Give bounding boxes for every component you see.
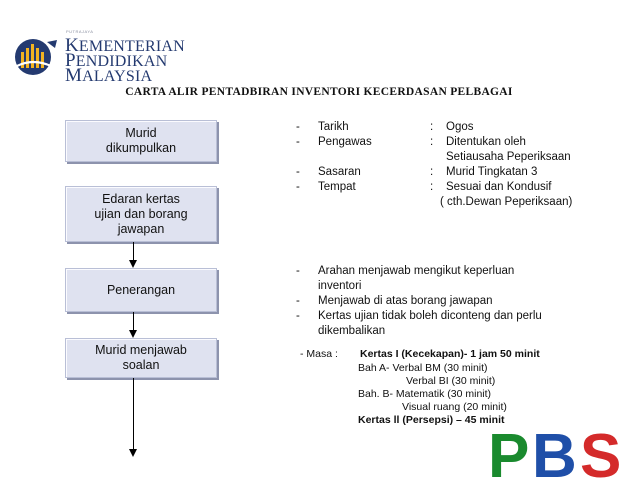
detail-text: dikembalikan — [318, 325, 386, 337]
bullet-dash: - — [296, 265, 300, 277]
flow-connector — [133, 242, 134, 262]
detail-label: Tempat — [318, 181, 356, 193]
detail-text: inventori — [318, 280, 362, 292]
flow-box-text: Edaran kertas — [102, 191, 180, 206]
bullet-dash: - — [296, 295, 300, 307]
flow-box-text: Murid menjawab — [95, 343, 187, 357]
arrow-down-icon — [129, 260, 137, 268]
pbs-logo-icon — [486, 421, 632, 479]
logo-line-pendidikan: PENDIDIKAN — [65, 50, 168, 71]
flow-box-text: jawapan — [117, 221, 165, 236]
detail-value: ( cth.Dewan Peperiksaan) — [440, 196, 573, 208]
detail-label: Pengawas — [318, 136, 372, 148]
bullet-dash: - — [296, 136, 300, 148]
detail-value: Murid Tingkatan 3 — [446, 166, 538, 178]
detail-text: Menjawab di atas borang jawapan — [318, 295, 493, 307]
arrow-down-icon — [129, 330, 137, 338]
detail-colon: : — [430, 181, 434, 193]
flow-connector — [133, 312, 134, 332]
detail-value: Sesuai dan Kondusif — [446, 181, 552, 193]
detail-text: Kertas ujian tidak boleh diconteng dan perlu — [318, 310, 542, 322]
detail-colon: : — [430, 166, 434, 178]
detail-value: Ditentukan oleh — [446, 136, 526, 148]
flow-box-edaran-kertas — [65, 186, 217, 242]
flow-connector — [133, 378, 134, 450]
detail-label: Sasaran — [318, 166, 361, 178]
detail-label: Tarikh — [318, 121, 349, 133]
detail-value: Setiausaha Peperiksaan — [446, 151, 571, 163]
bah-a-text: Bah A- Verbal BM (30 minit) — [358, 362, 488, 374]
detail-colon: : — [430, 136, 434, 148]
bullet-dash: - — [296, 181, 300, 193]
svg-text:B: B — [532, 422, 577, 479]
page-title: CARTA ALIR PENTADBIRAN INVENTORI KECERDASAN PELBAGAI — [125, 86, 513, 98]
flow-box-text: Penerangan — [106, 282, 176, 297]
flow-box-text: ujian dan borang — [94, 206, 188, 221]
flow-box-text: dikumpulkan — [105, 141, 177, 155]
flow-box-murid-dikumpulkan — [65, 120, 217, 162]
logo-caption: PUTRAJAYA — [66, 29, 94, 34]
flow-box-text: Murid — [125, 126, 157, 140]
visual-ruang-text: Visual ruang (20 minit) — [402, 401, 507, 413]
kertas-2-text: Kertas ll (Persepsi) – 45 minit — [358, 414, 505, 426]
flow-box-murid-menjawab — [65, 338, 217, 378]
bah-b-text: Bah. B- Matematik (30 minit) — [358, 388, 492, 400]
flow-box-penerangan — [65, 268, 217, 312]
detail-value: Ogos — [446, 121, 474, 133]
flow-box-text: soalan — [122, 358, 160, 372]
bullet-dash: - — [296, 166, 300, 178]
masa-label: - Masa : — [300, 348, 338, 360]
bullet-dash: - — [296, 121, 300, 133]
logo-line-kementerian: KEMENTERIAN — [65, 35, 185, 56]
detail-text: Arahan menjawab mengikut keperluan — [318, 265, 515, 277]
logo-line-malaysia: MALAYSIA — [65, 65, 153, 86]
svg-text:P: P — [488, 422, 530, 479]
detail-colon: : — [430, 121, 434, 133]
svg-text:S: S — [580, 422, 622, 479]
bullet-dash: - — [296, 310, 300, 322]
kertas-1-text: Kertas I (Kecekapan)- 1 jam 50 minit — [360, 348, 540, 360]
verbal-bi-text: Verbal BI (30 minit) — [406, 375, 496, 387]
ministry-logo-icon — [11, 36, 61, 76]
arrow-down-icon — [129, 449, 137, 457]
